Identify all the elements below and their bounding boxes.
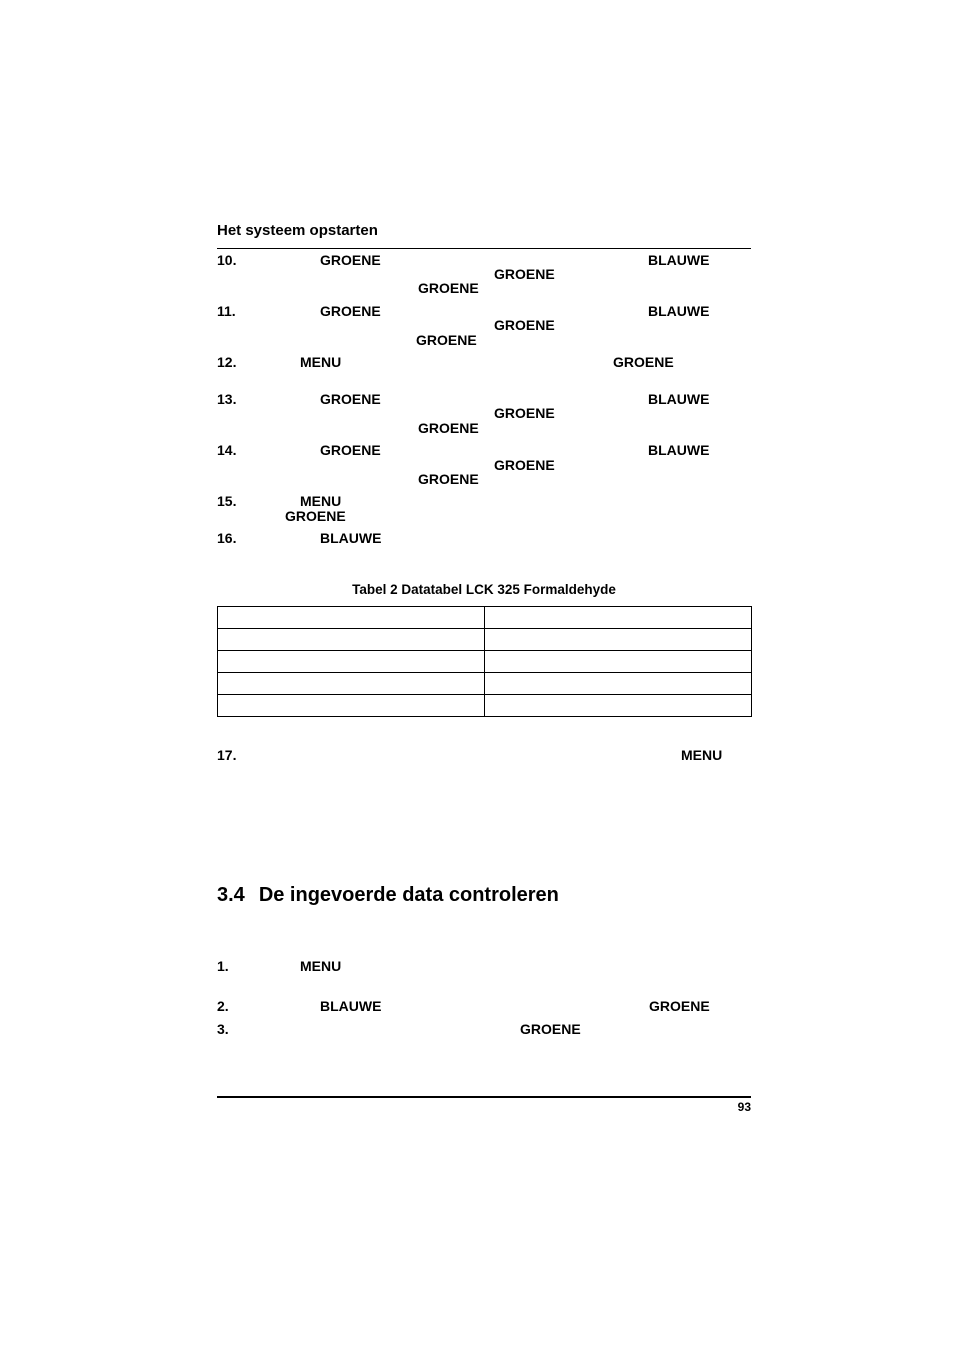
key-label: GROENE: [494, 457, 555, 473]
running-header: Het systeem opstarten: [217, 222, 378, 239]
key-label: BLAUWE: [648, 391, 710, 407]
key-label: GROENE: [418, 280, 479, 296]
key-label: GROENE: [418, 420, 479, 436]
step-number: 13.: [217, 391, 237, 407]
table-cell: [485, 651, 752, 673]
step-number: 14.: [217, 442, 237, 458]
table-row: [218, 695, 752, 717]
key-label: BLAUWE: [320, 998, 382, 1014]
section-title: De ingevoerde data controleren: [258, 884, 559, 906]
key-label: MENU: [300, 958, 342, 974]
step-number: 10.: [217, 252, 237, 268]
header-rule: [217, 248, 751, 249]
step-number: 3.: [217, 1021, 229, 1037]
key-label: GROENE: [494, 266, 555, 282]
key-label: GROENE: [494, 317, 555, 333]
table-caption: Tabel 2 Datatabel LCK 325 Formaldehyde: [352, 582, 616, 597]
table-cell: [485, 673, 752, 695]
key-label: GROENE: [416, 332, 477, 348]
key-label: MENU: [300, 354, 342, 370]
table-row: [218, 651, 752, 673]
key-label: BLAUWE: [648, 303, 710, 319]
key-label: MENU: [300, 493, 342, 509]
data-table: [217, 606, 752, 717]
key-label: MENU: [681, 747, 723, 763]
table-row: [218, 607, 752, 629]
step-number: 16.: [217, 530, 237, 546]
key-label: GROENE: [320, 303, 381, 319]
table-cell: [218, 651, 485, 673]
key-label: GROENE: [649, 998, 710, 1014]
table-cell: [218, 607, 485, 629]
footer-rule: [217, 1096, 751, 1098]
key-label: BLAUWE: [648, 442, 710, 458]
step-number: 2.: [217, 998, 229, 1014]
key-label: GROENE: [418, 471, 479, 487]
key-label: GROENE: [320, 391, 381, 407]
table-row: [218, 673, 752, 695]
key-label: GROENE: [613, 354, 674, 370]
section-heading: [217, 883, 559, 907]
page-number: 93: [737, 1100, 751, 1114]
key-label: GROENE: [520, 1021, 581, 1037]
key-label: GROENE: [320, 442, 381, 458]
step-number: 1.: [217, 958, 229, 974]
table-cell: [218, 673, 485, 695]
step-number: 12.: [217, 354, 237, 370]
table-cell: [218, 695, 485, 717]
key-label: GROENE: [320, 252, 381, 268]
table-cell: [218, 629, 485, 651]
key-label: BLAUWE: [320, 530, 382, 546]
key-label: GROENE: [285, 508, 346, 524]
section-number: 3.4: [217, 884, 245, 906]
step-number: 17.: [217, 747, 237, 763]
table-cell: [485, 695, 752, 717]
table-row: [218, 629, 752, 651]
key-label: BLAUWE: [648, 252, 710, 268]
step-number: 15.: [217, 493, 237, 509]
table-cell: [485, 607, 752, 629]
table-cell: [485, 629, 752, 651]
key-label: GROENE: [494, 405, 555, 421]
step-number: 11.: [217, 303, 236, 319]
